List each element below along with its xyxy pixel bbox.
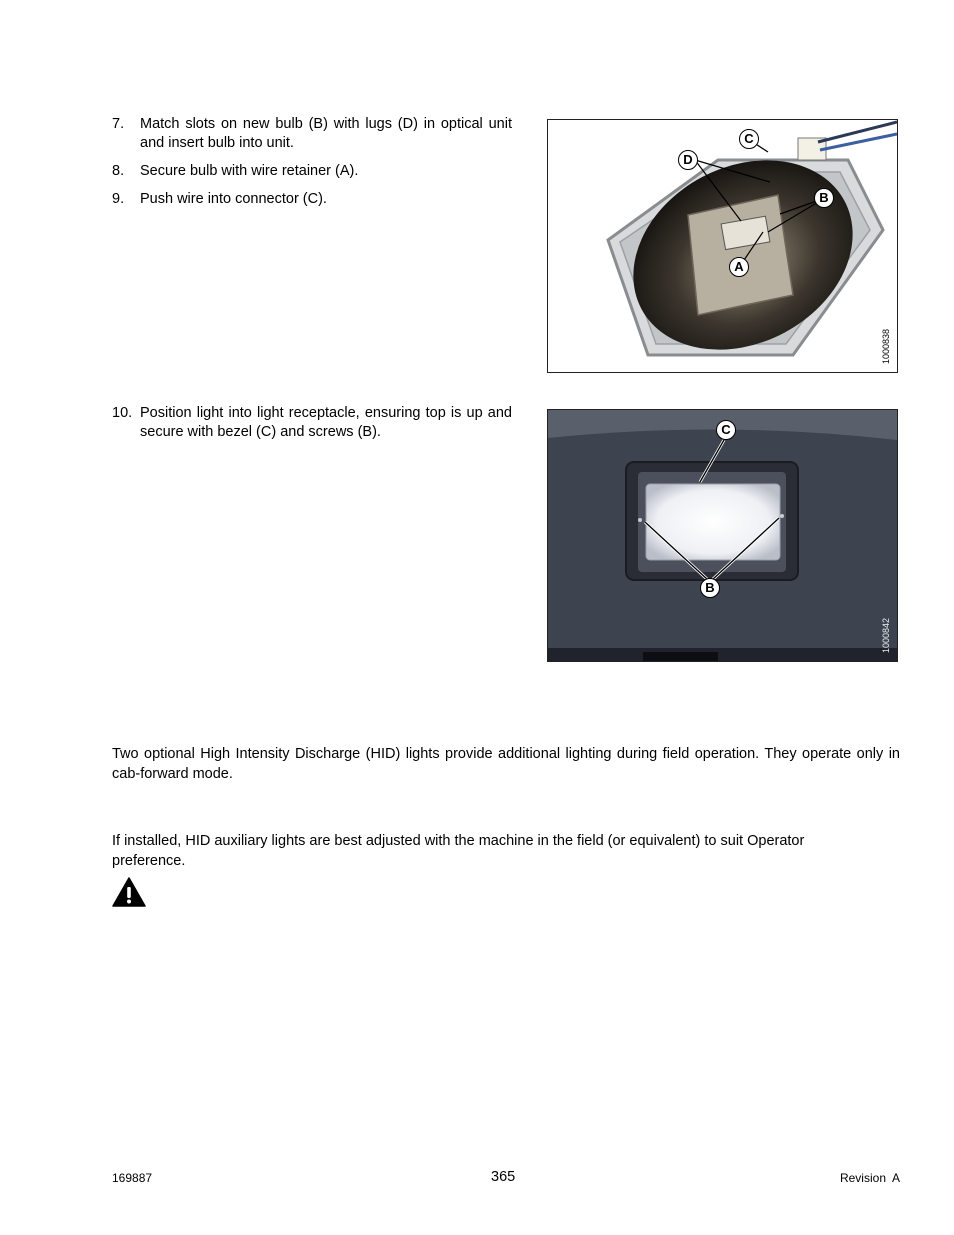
callout-c: C <box>739 129 759 149</box>
callout-d: D <box>678 150 698 170</box>
step-9 <box>112 190 512 209</box>
callout-a: A <box>729 257 749 277</box>
step-text: Position light into light receptacle, ensuring top is up and secure with bezel (C) and screws (B). <box>140 405 512 440</box>
step-number: 8. <box>112 163 125 179</box>
page-number: 365 <box>491 1169 516 1185</box>
figure-id: 1000842 <box>881 617 891 653</box>
warning-icon <box>112 877 146 907</box>
doc-number: 169887 <box>112 1171 153 1185</box>
step-text: Push wire into connector (C). <box>140 191 327 207</box>
callout-b: B <box>700 578 720 598</box>
receptacle-illustration <box>548 410 897 661</box>
step-number: 9. <box>112 191 125 207</box>
step-text: Match slots on new bulb (B) with lugs (D) in optical unit and insert bulb into unit. <box>140 116 512 151</box>
callout-c: C <box>716 420 736 440</box>
step-8 <box>112 162 512 181</box>
step-number: 10. <box>112 405 133 421</box>
figure-bulb-installation <box>547 119 898 373</box>
figure-light-receptacle <box>547 409 898 662</box>
hid-adjust-paragraph: If installed, HID auxiliary lights are best adjusted with the machine in the field (or equivalent) to suit Operator preference. <box>112 833 805 869</box>
step-text: Secure bulb with wire retainer (A). <box>140 163 359 179</box>
step-7 <box>112 115 512 153</box>
figure-id: 1000838 <box>881 328 891 364</box>
step-number: 7. <box>112 116 125 132</box>
hid-intro-paragraph: Two optional High Intensity Discharge (HID) lights provide additional lighting during field operation. They operate only in cab-forward mode. <box>112 746 900 782</box>
bulb-unit-illustration <box>548 120 897 372</box>
callout-b: B <box>814 188 834 208</box>
revision: Revision A <box>839 1171 900 1185</box>
step-10 <box>112 404 512 442</box>
